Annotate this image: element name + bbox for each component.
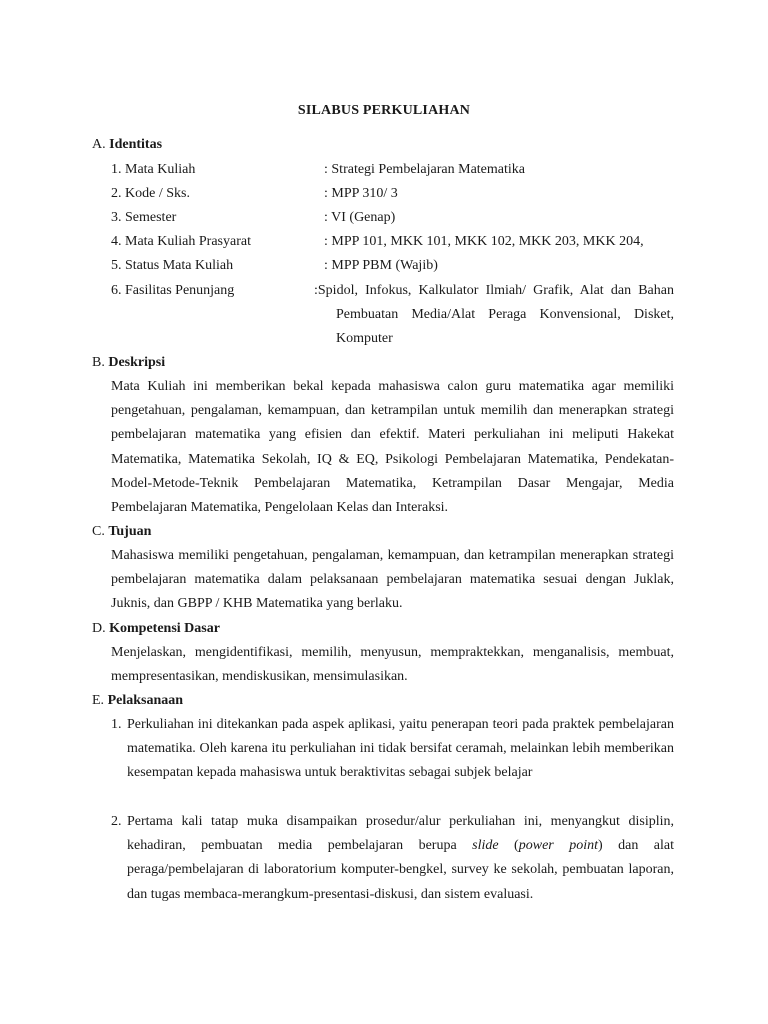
identity-value: : Strategi Pembelajaran Matematika xyxy=(324,162,525,177)
section-letter: B. xyxy=(92,355,105,370)
text-run: ) dan alat peraga/pembelajaran di laboratorium komputer-bengkel, survey ke sekolah, pembuatan laporan, dan tugas membaca-merangkum-presentasi-diskusi, dan sistem evaluasi. xyxy=(127,838,674,902)
identity-label: 3. Semester xyxy=(111,210,177,225)
section-heading: Pelaksanaan xyxy=(107,693,184,708)
section-d-header xyxy=(92,622,220,636)
identity-value: : MPP PBM (Wajib) xyxy=(324,258,438,273)
competency-paragraph: Menjelaskan, mengidentifikasi, memilih, menyusun, mempraktekkan, menganalisis, membuat, mempresentasikan, mendiskusikan, mensimulasikan. xyxy=(111,645,674,685)
section-a-header xyxy=(92,138,162,152)
identity-label: 5. Status Mata Kuliah xyxy=(111,258,234,273)
italic-term-slide: slide xyxy=(472,838,499,854)
section-heading: Tujuan xyxy=(108,524,152,539)
section-heading: Kompetensi Dasar xyxy=(109,621,220,636)
identity-label: 4. Mata Kuliah Prasyarat xyxy=(111,234,251,249)
facilities-line: Komputer xyxy=(336,331,393,346)
objective-paragraph: Mahasiswa memiliki pengetahuan, pengalaman, kemampuan, dan ketrampilan menerapkan strategi pembelajaran matematika dalam pelaksanaan pembelajaran matematika sesuai dengan Juklak, Juknis, dan GBPP / KHB Matematika yang berlaku. xyxy=(111,548,674,612)
identity-value: : MPP 101, MKK 101, MKK 102, MKK 203, MKK 204, xyxy=(324,234,644,249)
section-e-header xyxy=(92,694,183,708)
text-run: ( xyxy=(498,838,519,854)
facilities-line: Pembuatan Media/Alat Peraga Konvensional, Disket, xyxy=(336,307,674,322)
list-item-text: Perkuliahan ini ditekankan pada aspek aplikasi, yaitu penerapan teori pada praktek pembelajaran matematika. Oleh karena itu perkuliahan ini tidak bersifat ceramah, melainkan lebih memberikan kesempatan kepada mahasiswa untuk beraktivitas sebagai subjek belajar xyxy=(127,717,674,781)
identity-label: 6. Fasilitas Penunjang xyxy=(111,283,235,298)
identity-label: 1. Mata Kuliah xyxy=(111,162,196,177)
identity-value: : MPP 310/ 3 xyxy=(324,186,398,201)
section-heading: Deskripsi xyxy=(108,355,166,370)
section-letter: C. xyxy=(92,524,105,539)
text-run: Pertama kali tatap muka disampaikan prosedur/alur perkuliahan ini, menyangkut disiplin, kehadiran, pembuatan media pembelajaran berupa xyxy=(127,814,674,854)
section-c-header xyxy=(92,525,151,539)
description-paragraph: Mata Kuliah ini memberikan bekal kepada mahasiswa calon guru matematika agar memiliki pengetahuan, pengalaman, kemampuan, dan ketrampilan untuk memilih dan menerapkan strategi pembelajaran matematika yang efisien dan efektif. Materi perkuliahan ini meliputi Hakekat Matematika, Matematika Sekolah, IQ & EQ, Psikologi Pembelajaran Matematika, Pendekatan-Model-Metode-Teknik Pembelajaran Matematika, Ketrampilan Dasar Mengajar, Media Pembelajaran Matematika, Pengelolaan Kelas dan Interaksi. xyxy=(111,379,674,516)
section-b-header xyxy=(92,356,165,370)
list-item-number: 2. xyxy=(111,814,122,829)
section-letter: D. xyxy=(92,621,106,636)
section-letter: E. xyxy=(92,693,105,708)
italic-term-power-point: power point xyxy=(518,838,598,854)
facilities-line: :Spidol, Infokus, Kalkulator Ilmiah/ Grafik, Alat dan Bahan xyxy=(314,283,674,298)
identity-value: : VI (Genap) xyxy=(324,210,396,225)
document-title: SILABUS PERKULIAHAN xyxy=(297,103,471,118)
section-heading: Identitas xyxy=(109,137,163,152)
identity-label: 2. Kode / Sks. xyxy=(111,186,190,201)
section-letter: A. xyxy=(92,137,106,152)
list-item-number: 1. xyxy=(111,717,122,732)
list-item-text xyxy=(127,810,674,907)
facilities-value xyxy=(314,279,674,351)
